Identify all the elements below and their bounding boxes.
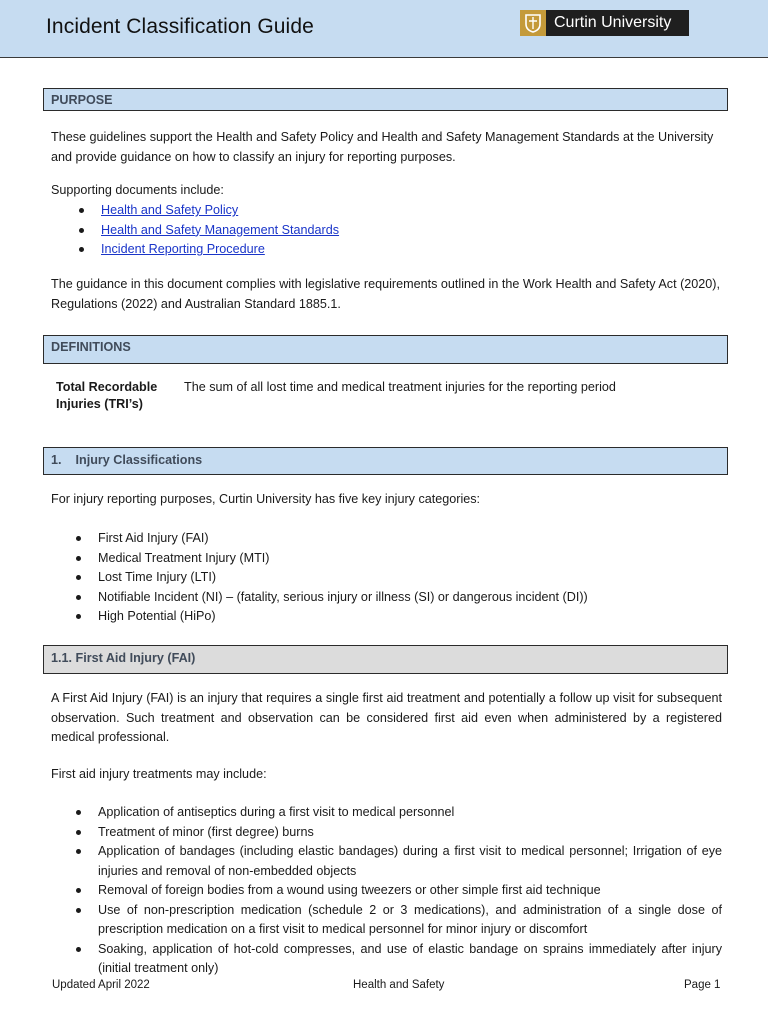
list-item: Application of bandages (including elastic bandages) during a first visit to medical personnel; Irrigation of eye injuries and removal of non-embedded objects xyxy=(51,842,722,881)
list-item: Soaking, application of hot-cold compresses, and use of elastic bandage on sprains immediately after injury (initial treatment only) xyxy=(51,940,722,979)
first-aid-paragraph: A First Aid Injury (FAI) is an injury that requires a single first aid treatment and potentially a follow up visit for subsequent observation. Such treatment and observation can be considered first aid even when administered by a registered medical professional. xyxy=(51,691,722,744)
list-item xyxy=(51,221,722,241)
page-header xyxy=(0,0,768,58)
management-standards-link[interactable]: Health and Safety Management Standards xyxy=(101,222,340,237)
list-item: Treatment of minor (first degree) burns xyxy=(51,823,722,843)
list-item: Use of non-prescription medication (schedule 2 or 3 medications), and administration of a single dose of prescription medication on a first visit to medical personnel for minor injury or discomfort xyxy=(51,901,722,940)
footer-department: Health and Safety xyxy=(353,979,445,991)
supporting-docs-intro: Supporting documents include: xyxy=(51,183,224,197)
list-item: Lost Time Injury (LTI) xyxy=(51,568,722,588)
list-item: Application of antiseptics during a first visit to medical personnel xyxy=(51,803,722,823)
crest-icon xyxy=(520,10,546,36)
supporting-docs-list xyxy=(51,201,722,260)
logo-text: Curtin University xyxy=(554,14,672,31)
list-item: Medical Treatment Injury (MTI) xyxy=(51,549,722,569)
injury-classifications-heading: 1. Injury Classifications xyxy=(43,447,728,475)
list-item xyxy=(51,240,722,260)
list-item: Removal of foreign bodies from a wound using tweezers or other simple first aid technique xyxy=(51,881,722,901)
list-item: High Potential (HiPo) xyxy=(51,607,722,627)
section1-intro: For injury reporting purposes, Curtin University has five key injury categories: xyxy=(51,492,481,506)
injury-categories-list xyxy=(51,529,722,627)
curtin-logo xyxy=(520,10,689,36)
definition-term: Total Recordable Injuries (TRI’s) xyxy=(56,380,158,411)
document-title: Incident Classification Guide xyxy=(46,15,314,38)
footer-page-number: Page 1 xyxy=(684,979,721,991)
legislation-paragraph: The guidance in this document complies with legislative requirements outlined in the Work Health and Safety Act (2020), Regulations (2022) and Australian Standard 1885.1. xyxy=(51,277,720,311)
treatments-list xyxy=(51,803,722,979)
footer-updated: Updated April 2022 xyxy=(52,979,150,991)
health-safety-policy-link[interactable]: Health and Safety Policy xyxy=(101,203,239,217)
definition-text: The sum of all lost time and medical treatment injuries for the reporting period xyxy=(184,380,616,394)
purpose-heading: PURPOSE xyxy=(43,88,728,111)
list-item: First Aid Injury (FAI) xyxy=(51,529,722,549)
treatments-intro: First aid injury treatments may include: xyxy=(51,767,267,781)
list-item: Notifiable Incident (NI) – (fatality, serious injury or illness (SI) or dangerous incident (DI)) xyxy=(51,588,722,608)
list-item xyxy=(51,201,722,221)
incident-reporting-procedure-link[interactable]: Incident Reporting Procedure xyxy=(101,242,265,256)
purpose-paragraph: These guidelines support the Health and Safety Policy and Health and Safety Management Standards at the University and provide guidance on how to classify an injury for reporting purposes. xyxy=(51,130,714,164)
definitions-heading: DEFINITIONS xyxy=(43,335,728,364)
first-aid-injury-heading: 1.1. First Aid Injury (FAI) xyxy=(43,645,728,674)
